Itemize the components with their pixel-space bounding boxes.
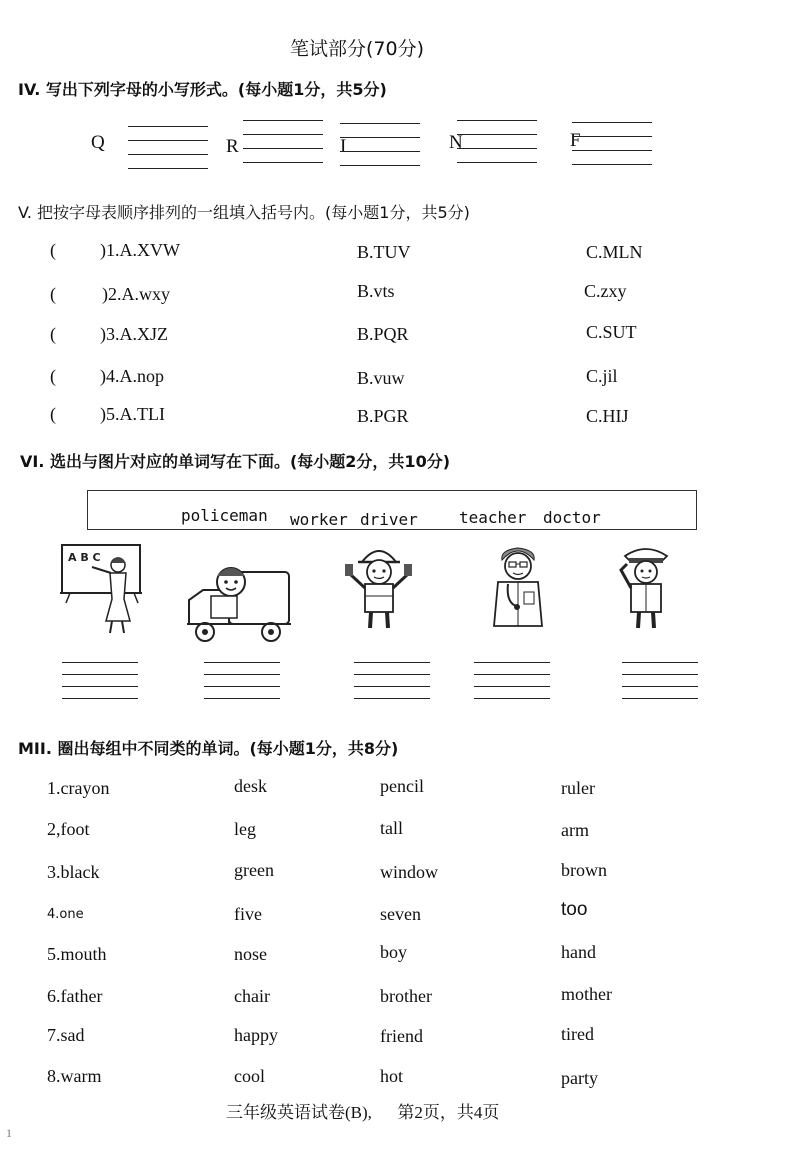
q2-option-b: B.vts: [357, 281, 395, 301]
q5-option-a: )5.A.TLI: [100, 404, 165, 424]
q3-option-b: B.PQR: [357, 324, 409, 344]
page-title: 笔试部分(70分): [290, 38, 425, 60]
word-bank-policeman: policeman: [181, 506, 268, 525]
word-4-4[interactable]: too: [561, 899, 588, 920]
word-2-2[interactable]: leg: [234, 819, 256, 839]
word-8-4[interactable]: party: [561, 1068, 598, 1088]
word-6-1[interactable]: 6.father: [47, 986, 103, 1006]
word-6-2[interactable]: chair: [234, 986, 270, 1006]
q4-option-b: B.vuw: [357, 368, 405, 388]
word-bank-teacher: teacher: [459, 508, 527, 527]
letter-i: I: [340, 136, 347, 157]
word-5-3[interactable]: boy: [380, 942, 407, 962]
section-5-heading: V. 把按字母表顺序排列的一组填入括号内。(每小题1分，共5分): [18, 203, 470, 222]
q5-option-c: C.HIJ: [586, 406, 629, 426]
driver-picture: [183, 560, 295, 648]
section-6-heading: VI. 选出与图片对应的单词写在下面。(每小题2分，共10分): [20, 452, 451, 471]
q3-option-a: )3.A.XJZ: [100, 324, 168, 344]
word-2-1[interactable]: 2,foot: [47, 819, 90, 839]
paren-2: (: [50, 284, 56, 304]
word-7-2[interactable]: happy: [234, 1025, 278, 1045]
paren-5: (: [50, 404, 56, 424]
word-4-2[interactable]: five: [234, 904, 262, 924]
page-footer: 三年级英语试卷(B), 第2页，共4页: [226, 1103, 500, 1122]
word-8-2[interactable]: cool: [234, 1066, 265, 1086]
word-7-3[interactable]: friend: [380, 1026, 423, 1046]
letter-q: Q: [91, 132, 105, 153]
word-2-3[interactable]: tall: [380, 818, 403, 838]
q4-option-c: C.jil: [586, 366, 618, 386]
word-3-4[interactable]: brown: [561, 860, 607, 880]
corner-mark: 1: [6, 1126, 12, 1140]
word-5-4[interactable]: hand: [561, 942, 596, 962]
word-bank-doctor: doctor: [543, 508, 601, 527]
word-8-1[interactable]: 8.warm: [47, 1066, 102, 1086]
word-6-4[interactable]: mother: [561, 984, 612, 1004]
paren-1: (: [50, 240, 56, 260]
section-4-heading: IV. 写出下列字母的小写形式。(每小题1分，共5分): [18, 80, 387, 99]
word-5-1[interactable]: 5.mouth: [47, 944, 107, 964]
q2-option-a: )2.A.wxy: [102, 284, 170, 304]
board-text: A B C: [68, 551, 101, 564]
word-4-1[interactable]: 4.one: [47, 907, 84, 922]
word-3-3[interactable]: window: [380, 862, 438, 882]
q1-option-a: )1.A.XVW: [100, 240, 180, 260]
word-1-2[interactable]: desk: [234, 776, 267, 796]
word-1-1[interactable]: 1.crayon: [47, 778, 110, 798]
q5-option-b: B.PGR: [357, 406, 409, 426]
q4-option-a: )4.A.nop: [100, 366, 164, 386]
word-4-3[interactable]: seven: [380, 904, 421, 924]
word-6-3[interactable]: brother: [380, 986, 432, 1006]
policeman-picture: [613, 540, 679, 632]
q2-option-c: C.zxy: [584, 281, 627, 301]
word-7-1[interactable]: 7.sad: [47, 1025, 85, 1045]
letter-n: N: [449, 132, 463, 153]
letter-r: R: [226, 136, 239, 157]
q1-option-c: C.MLN: [586, 242, 643, 262]
q3-option-c: C.SUT: [586, 322, 637, 342]
word-bank-worker: worker: [290, 510, 348, 529]
word-8-3[interactable]: hot: [380, 1066, 404, 1086]
section-7-heading: MII. 圈出每组中不同类的单词。(每小题1分，共8分): [18, 739, 399, 758]
doctor-picture: [478, 540, 558, 632]
word-1-3[interactable]: pencil: [380, 776, 424, 796]
letter-f: F: [570, 130, 581, 151]
word-3-1[interactable]: 3.black: [47, 862, 100, 882]
q1-option-b: B.TUV: [357, 242, 411, 262]
paren-4: (: [50, 366, 56, 386]
word-bank-driver: driver: [360, 510, 418, 529]
word-3-2[interactable]: green: [234, 860, 274, 880]
word-5-2[interactable]: nose: [234, 944, 267, 964]
word-2-4[interactable]: arm: [561, 820, 589, 840]
worker-picture: [340, 540, 418, 632]
word-1-4[interactable]: ruler: [561, 778, 595, 798]
word-7-4[interactable]: tired: [561, 1024, 594, 1044]
teacher-picture: [60, 543, 144, 635]
paren-3: (: [50, 324, 56, 344]
